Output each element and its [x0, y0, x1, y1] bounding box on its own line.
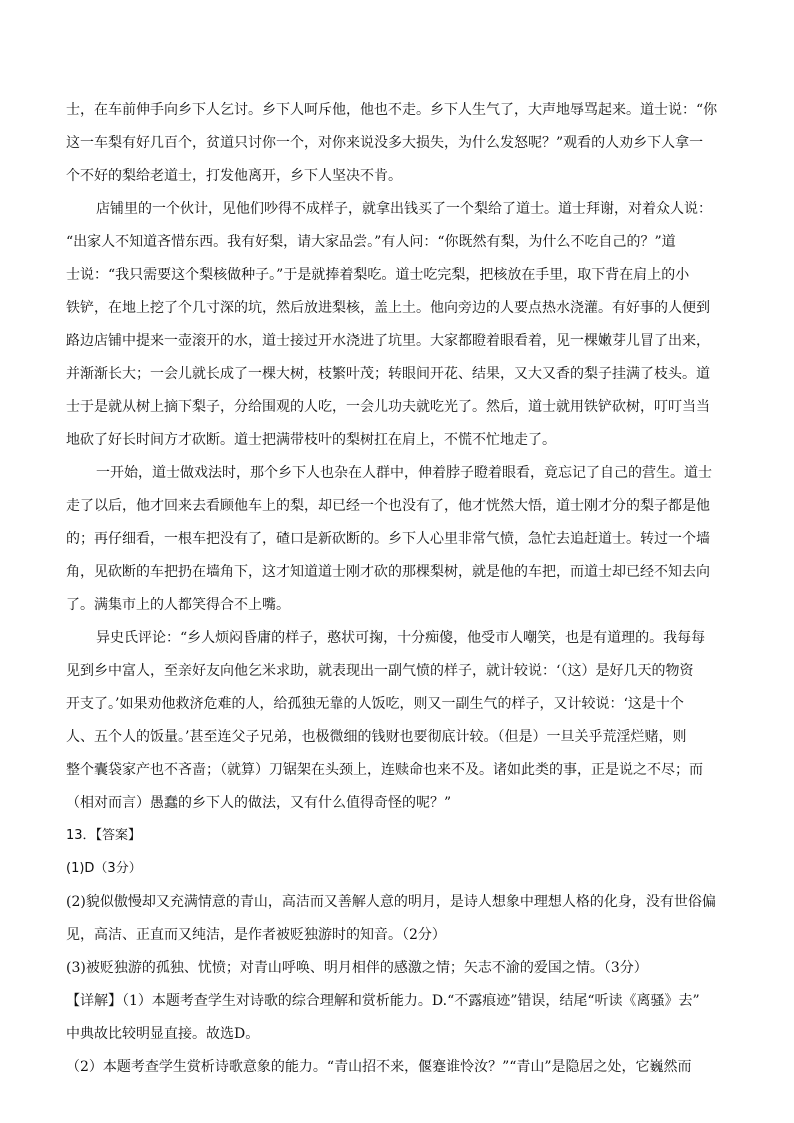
answer-item: 见，高洁、正直而又纯洁，是作者被贬独游时的知音。（2分） [66, 927, 446, 943]
paragraph-line: 走了以后，他才回来去看顾他车上的梨，却已经一个也没有了，他才恍然大悟，道士刚才分的梨子都是他 [66, 498, 710, 514]
paragraph-line: 整个囊袋家产也不吝啬；（就算）刀锯架在头颈上，连赎命也来不及。诸如此类的事，正是说之不尽；而 [66, 762, 703, 778]
explanation-line: 中典故比较明显直接。故选D。 [66, 1026, 260, 1042]
paragraph-line: 了。满集市上的人都笑得合不上嘴。 [66, 597, 290, 613]
paragraph-line: 人、五个人的饭量。’甚至连父子兄弟，也极微细的钱财也要彻底计较。（但是）一旦关乎荒淫烂赌，则 [66, 729, 687, 745]
paragraph-line: 开支了。’如果劝他救济危难的人，给孤独无靠的人饭吃，则又一副生气的样子，又计较说：‘这是十个 [66, 696, 684, 712]
paragraph-line: 个不好的梨给老道士，打发他离开，乡下人坚决不肯。 [66, 168, 402, 184]
paragraph-line: 这一车梨有好几百个，贫道只讨你一个，对你来说没多大损失，为什么发怒呢？”观看的人劝乡下人拿一 [66, 135, 704, 151]
paragraph-line: 的；再仔细看，一根车把没有了，碴口是新砍断的。乡下人心里非常气愤，急忙去追赶道士。转过一个墙 [66, 531, 710, 547]
answer-item: (2)貌似傲慢却又充满情意的青山，高洁而又善解人意的明月，是诗人想象中理想人格的化身，没有世俗偏 [66, 894, 716, 910]
answer-heading: 13．【答案】 [66, 828, 142, 843]
answer-item: (3)被贬独游的孤独、忧愤；对青山呼唤、明月相伴的感激之情；矢志不渝的爱国之情。（3分） [66, 960, 648, 976]
paragraph-line: 士说：“我只需要这个梨核做种子。”于是就捧着梨吃。道士吃完梨，把核放在手里，取下背在肩上的小 [66, 267, 690, 283]
explanation-line: （2）本题考查学生赏析诗歌意象的能力。“青山招不来，偃蹇谁怜汝？”“青山”是隐居之处，它巍然而 [66, 1059, 692, 1075]
paragraph-line: 一开始，道士做戏法时，那个乡下人也杂在人群中，伸着脖子瞪着眼看，竟忘记了自己的营生。道士 [96, 465, 712, 481]
paragraph-line: 异史氏评论：“乡人烦闷昏庸的样子，憨状可掬，十分痴傻，他受市人嘲笑，也是有道理的。我每每 [96, 630, 706, 646]
paragraph-line: 并渐渐长大；一会儿就长成了一棵大树，枝繁叶茂；转眼间开花、结果，又大又香的梨子挂满了枝头。道 [66, 366, 710, 382]
paragraph-line: 角，见砍断的车把扔在墙角下，这才知道道士刚才砍的那棵梨树，就是他的车把，而道士却已经不知去向 [66, 564, 710, 580]
paragraph-line: 士，在车前伸手向乡下人乞讨。乡下人呵斥他，他也不走。乡下人生气了，大声地辱骂起来。道士说：“你 [66, 102, 718, 118]
explanation-line: 【详解】（1）本题考查学生对诗歌的综合理解和赏析能力。D.“不露痕迹”错误，结尾“听读《离骚》去” [66, 993, 700, 1009]
paragraph-line: 路边店铺中提来一壶滚开的水，道士接过开水浇进了坑里。大家都瞪着眼看着，见一棵嫩芽儿冒了出来， [66, 333, 710, 349]
paragraph-line: 店铺里的一个伙计，见他们吵得不成样子，就拿出钱买了一个梨给了道士。道士拜谢，对着众人说： [96, 201, 712, 217]
paragraph-line: 见到乡中富人，至亲好友向他乞米求助，就表现出一副气愤的样子，就计较说：‘（这）是好几天的物资 [66, 663, 694, 679]
paragraph-line: “出家人不知道吝惜东西。我有好梨，请大家品尝。”有人问：“你既然有梨，为什么不吃自己的？”道 [66, 234, 676, 250]
paragraph-line: 地砍了好长时间方才砍断。道士把满带枝叶的梨树扛在肩上，不慌不忙地走了。 [66, 432, 556, 448]
paragraph-line: 铁铲，在地上挖了个几寸深的坑，然后放进梨核，盖上土。他向旁边的人要点热水浇灌。有好事的人便到 [66, 300, 710, 316]
paragraph-line: 士于是就从树上摘下梨子，分给围观的人吃，一会儿功夫就吃光了。然后，道士就用铁铲砍树，叮叮当当 [66, 399, 710, 415]
paragraph-line: （相对而言）愚蠢的乡下人的做法，又有什么值得奇怪的呢？” [66, 795, 452, 811]
answer-item: (1)D（3分） [66, 861, 142, 876]
